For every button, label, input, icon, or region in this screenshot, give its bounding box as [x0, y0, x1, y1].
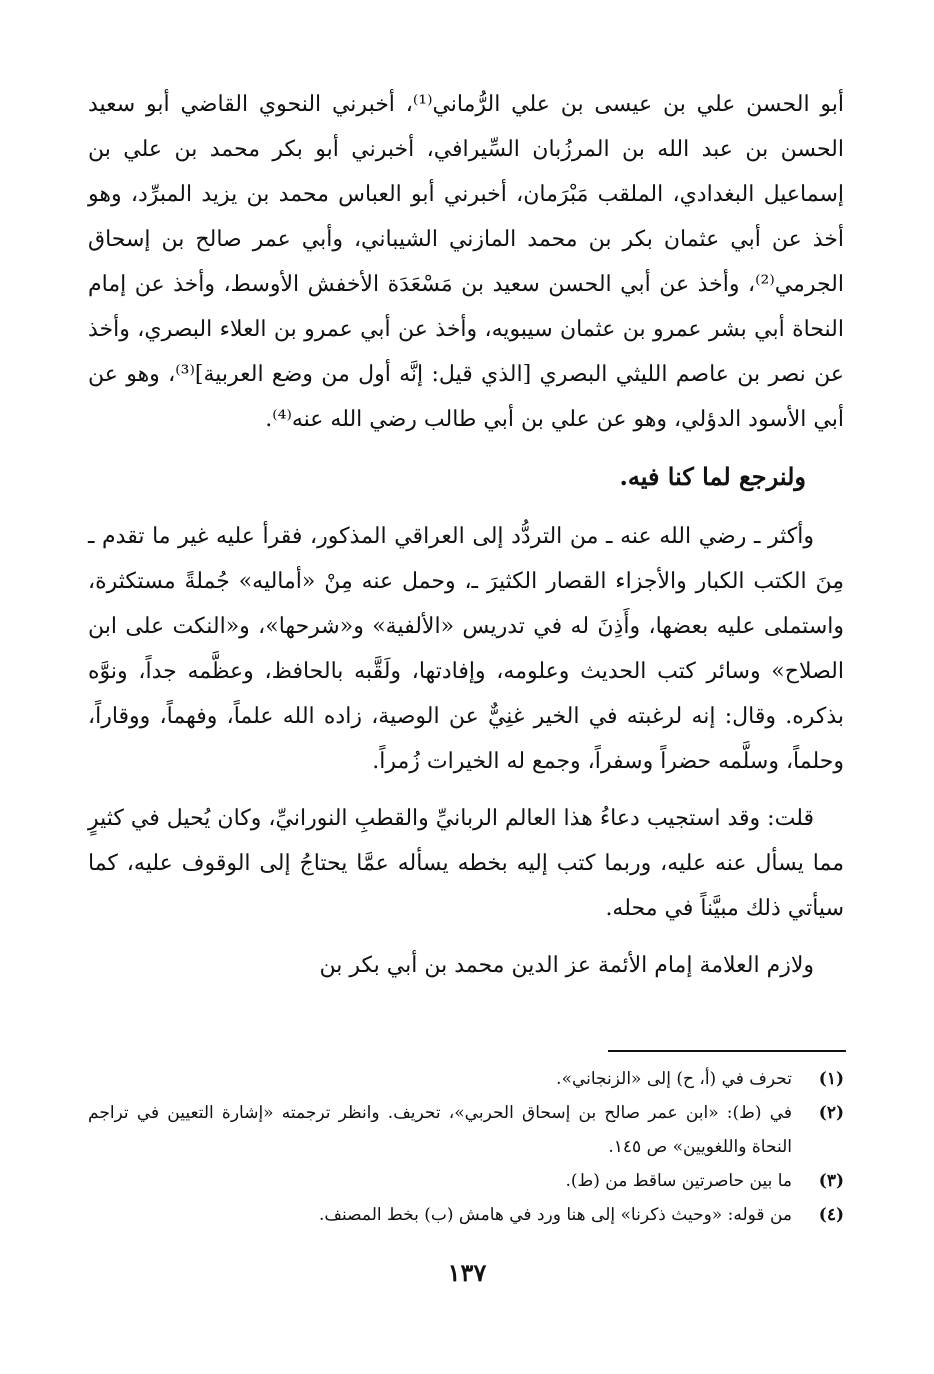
paragraph-4: ولازم العلامة إمام الأئمة عز الدين محمد بن أبي بكر بن	[319, 953, 814, 978]
paragraph-1: أبو الحسن علي بن عيسى بن علي الرُّماني⁽¹⁾، أخبرني النحوي القاضي أبو سعيد الحسن بن عبد الله بن المرزُبان السِّيرافي، أخبرني أبو بكر محمد بن علي بن إسماعيل البغدادي، الملقب مَبْرَمان، أخبرني أبو العباس محمد بن يزيد المبرِّد، وهو أخذ عن أبي عثمان بكر بن محمد المازني الشيباني، وأبي عمر صالح بن إسحاق الجرمي⁽²⁾، وأخذ عن أبي الحسن سعيد بن مَسْعَدَة الأخفش الأوسط، وأخذ عن إمام النحاة أبي بشر عمرو بن عثمان سيبويه، وأخذ عن أبي عمرو بن العلاء البصري، وأخذ عن نصر بن عاصم الليثي البصري [الذي قيل: إنَّه أول من وضع العربية]⁽³⁾، وهو عن أبي الأسود الدؤلي، وهو عن علي بن أبي طالب رضي الله عنه⁽⁴⁾.	[88, 92, 844, 432]
paragraph-2: وأكثر ـ رضي الله عنه ـ من التردُّد إلى العراقي المذكور، فقرأ عليه غير ما تقدم ـ مِنَ الكتب الكبار والأجزاء القصار الكثيرَ ـ، وحمل عنه مِنْ «أماليه» جُملةً مستكثرة، واستملى عليه بعضها، وأَذِنَ له في تدريس «الألفية» و«شرحها»، و«النكت على ابن الصلاح» وسائر كتب الحديث وعلومه، وإفادتها، ولَقَّبه بالحافظ، وعظَّمه جداً، ونوَّه بذكره. وقال: إنه لرغبته في الخير غنِيٌّ عن الوصية، زاده الله علماً، وفهماً، ووقاراً، وحلماً، وسلَّمه حضراً وسفراً، وجمع له الخيرات زُمراً.	[88, 524, 844, 774]
footnote-text: ما بين حاصرتين ساقط من (ط).	[565, 1171, 792, 1191]
footnote-text: تحرف في (أ، ح) إلى «الزنجاني».	[556, 1069, 792, 1089]
page-body	[88, 82, 844, 988]
footnote-number: (١)	[818, 1069, 844, 1089]
footnote-number: (٣)	[818, 1171, 844, 1191]
footnote-4	[88, 1198, 844, 1232]
section-heading: ولنرجع لما كنا فيه.	[619, 462, 806, 491]
footnotes	[88, 1062, 844, 1232]
paragraph-3: قلت: وقد استجيب دعاءُ هذا العالم الربانيِّ والقطبِ النورانيِّ، وكان يُحيل في كثيرٍ مما يسأل عنه عليه، وربما كتب إليه بخطه يسأله عمَّا يحتاجُ إلى الوقوف عليه، كما سيأتي ذلك مبيَّناً في محله.	[88, 806, 844, 921]
footnote-number: (٢)	[818, 1103, 844, 1123]
footnote-divider	[608, 1050, 846, 1052]
footnote-3	[88, 1164, 844, 1198]
footnote-number: (٤)	[818, 1205, 844, 1225]
footnote-text: في (ط): «ابن عمر صالح بن إسحاق الحربي»، تحريف. وانظر ترجمته «إشارة التعيين في تراجم النحاة واللغويين» ص ١٤٥.	[88, 1103, 792, 1157]
footnote-2	[88, 1096, 844, 1164]
footnote-text: من قوله: «وحيث ذكرنا» إلى هنا ورد في هامش (ب) بخط المصنف.	[319, 1205, 792, 1225]
page-number: ١٣٧	[447, 1258, 487, 1287]
footnote-1	[88, 1062, 844, 1096]
